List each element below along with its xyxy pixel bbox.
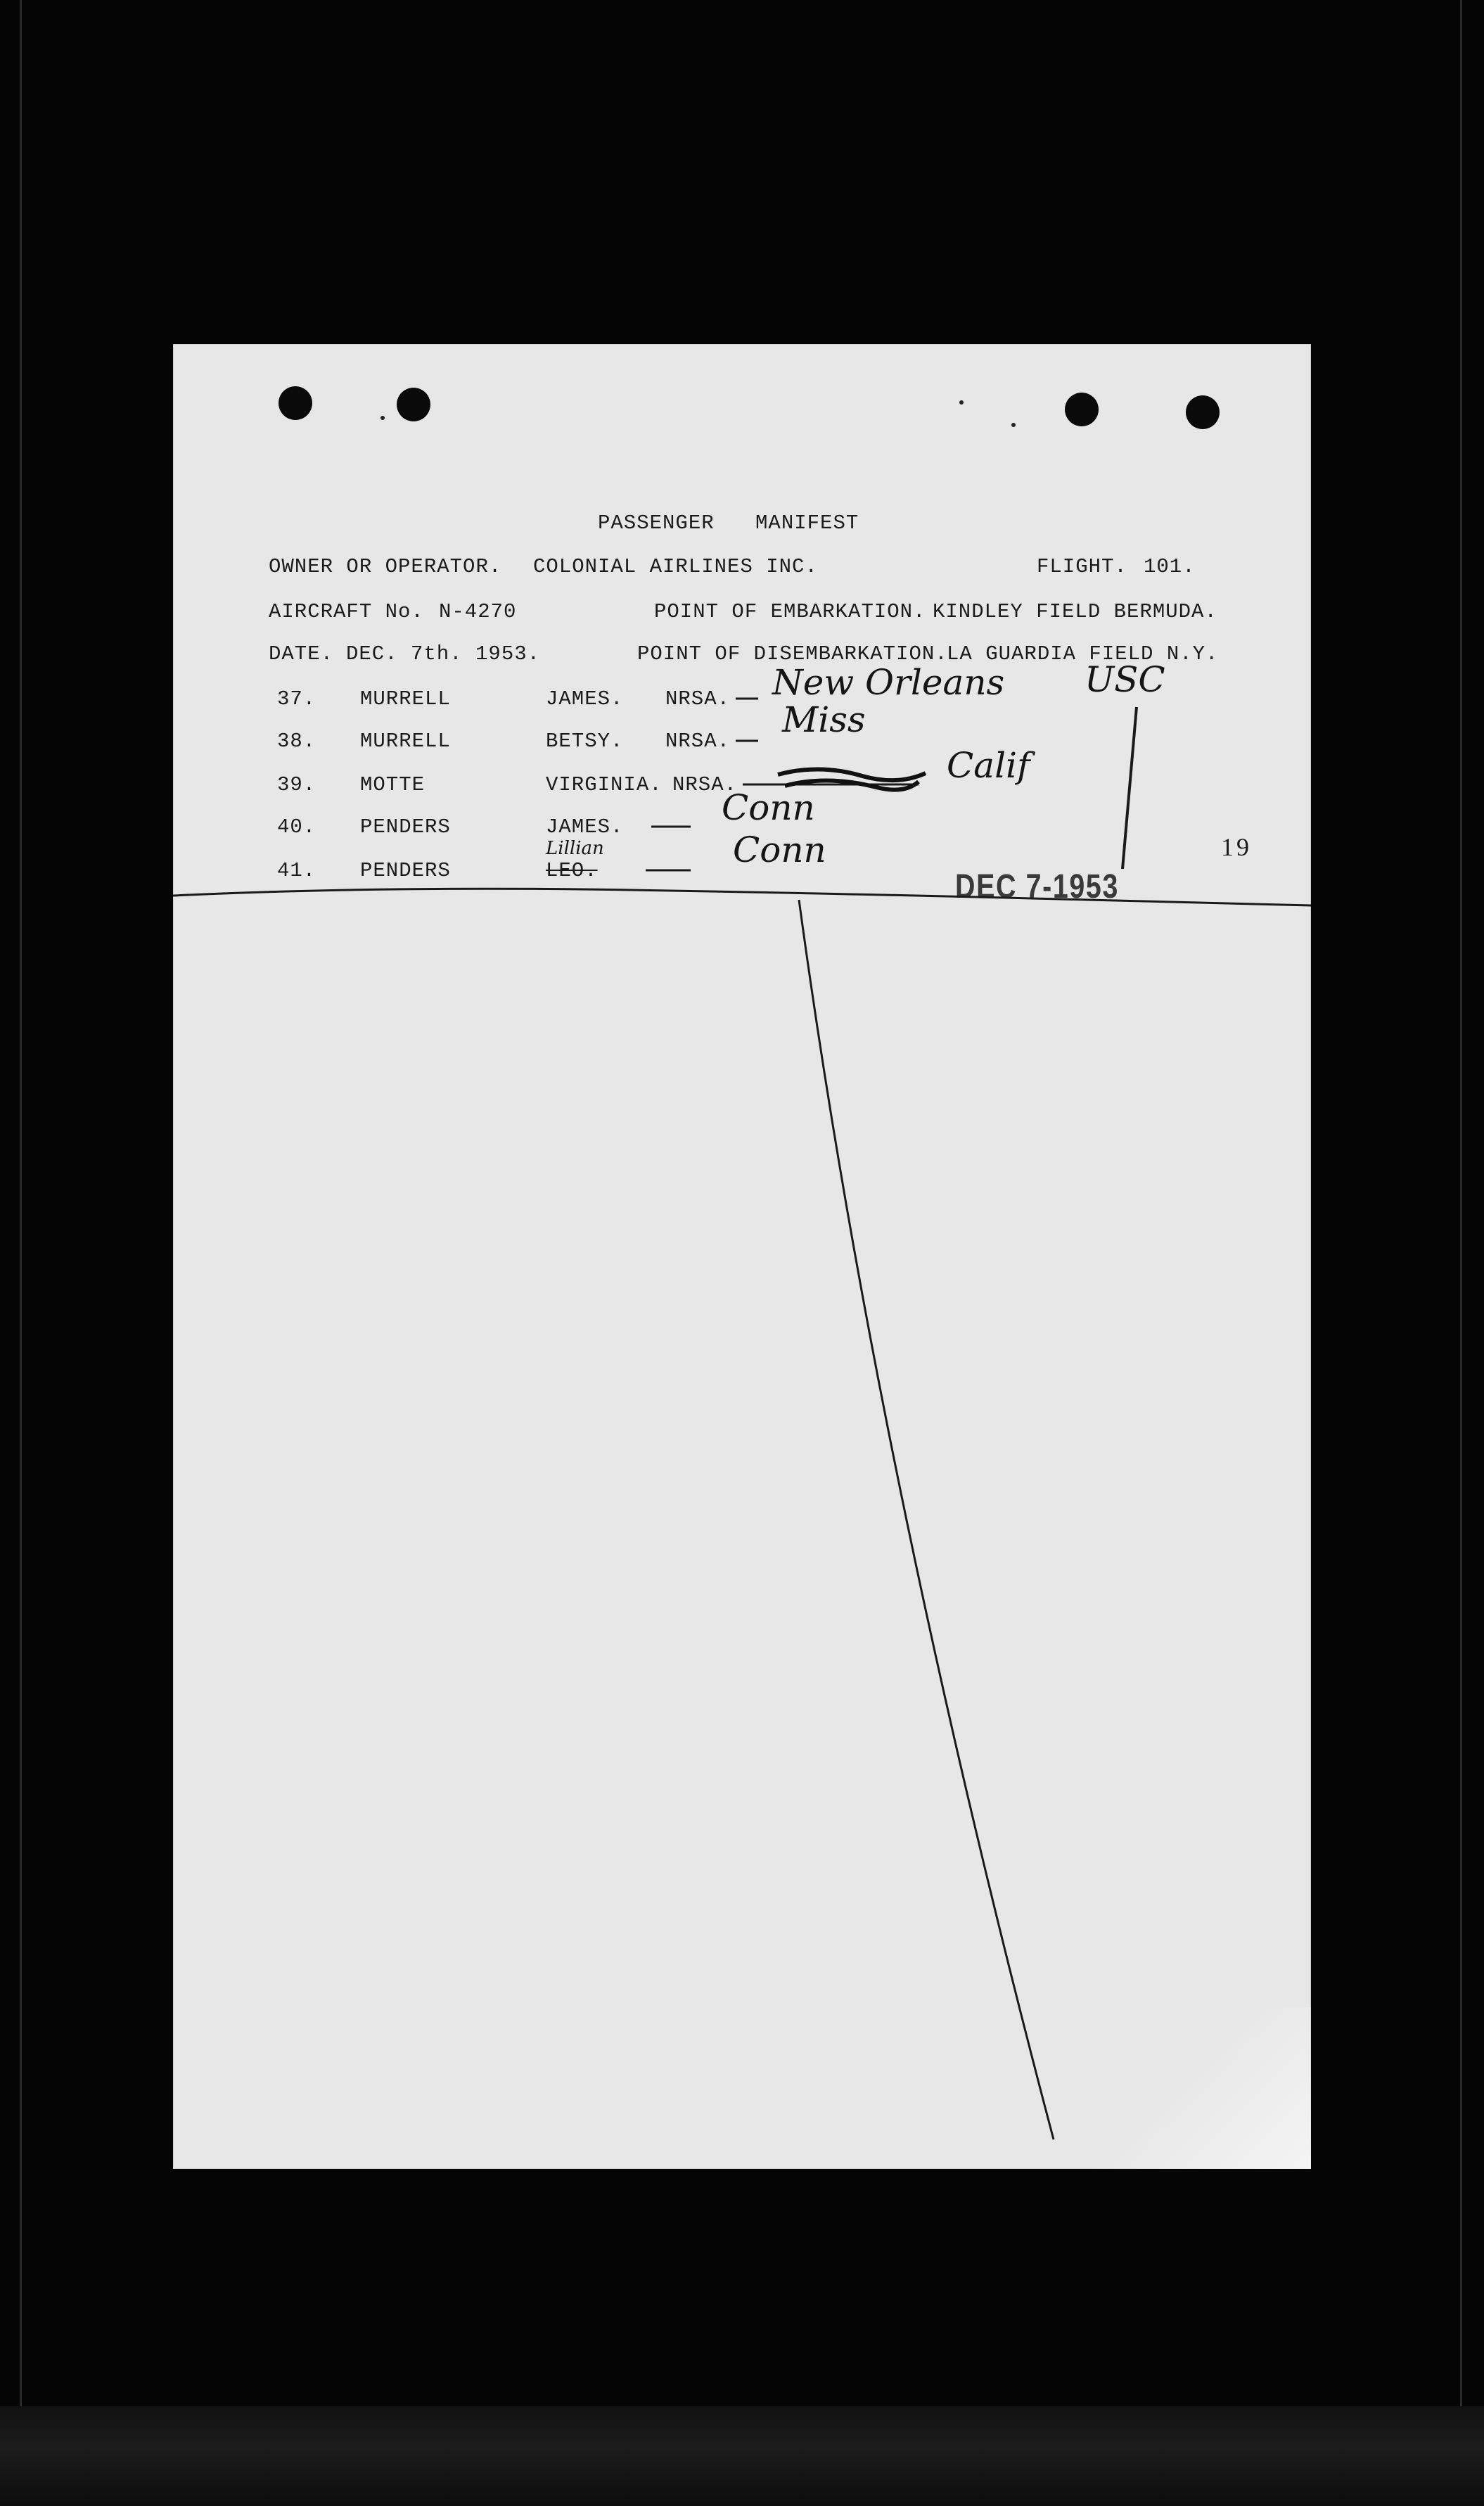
embarkation-value: KINDLEY FIELD BERMUDA. (933, 600, 1217, 623)
passenger-surname: PENDERS (360, 859, 451, 882)
owner-label: OWNER OR OPERATOR. (269, 555, 502, 578)
page-number: 19 (1221, 833, 1252, 861)
passenger-destination-note: Conn (722, 787, 815, 828)
aircraft-label: AIRCRAFT No. (269, 600, 424, 623)
passenger-destination-note: New Orleans (772, 662, 1005, 703)
passenger-status: NRSA. (665, 687, 731, 711)
margin-mark: USC (1085, 659, 1165, 700)
passenger-number: 40. (277, 815, 316, 839)
aircraft-value: N-4270 (439, 600, 517, 623)
manifest-title: PASSENGER MANIFEST (598, 511, 859, 535)
passenger-given-name: VIRGINIA. (546, 773, 663, 796)
passenger-number: 39. (277, 773, 316, 796)
passenger-given-name: JAMES. (546, 815, 624, 839)
passenger-number: 41. (277, 859, 316, 882)
disembarkation-label: POINT OF DISEMBARKATION. (637, 642, 948, 666)
horizontal-rule (173, 889, 1311, 905)
date-label: DATE. (269, 642, 334, 666)
embarkation-label: POINT OF EMBARKATION. (654, 600, 926, 623)
pen-strokes (173, 344, 1311, 2169)
passenger-status: NRSA. (672, 773, 738, 796)
passenger-destination-note: Miss (782, 699, 866, 740)
passenger-destination-note: Calif (947, 745, 1030, 786)
diagonal-line (799, 900, 1054, 2139)
passenger-number: 37. (277, 687, 316, 711)
scribble-cross-out (778, 769, 926, 789)
passenger-status: NRSA. (665, 730, 731, 753)
passenger-given-name-struck: LEO. (546, 859, 598, 882)
date-stamp: DEC 7-1953 (955, 868, 1119, 905)
passenger-surname: PENDERS (360, 815, 451, 839)
passenger-surname: MURRELL (360, 687, 451, 711)
passenger-surname: MOTTE (360, 773, 426, 796)
frame-bottom-strip (0, 2406, 1484, 2506)
disembarkation-value: LA GUARDIA FIELD N.Y. (947, 642, 1219, 666)
vertical-bracket (1122, 707, 1137, 869)
flight-value: 101. (1144, 555, 1196, 578)
passenger-given-name: BETSY. (546, 730, 624, 753)
passenger-given-name-correction: Lillian (546, 838, 604, 859)
flight-label: FLIGHT. (1037, 555, 1127, 578)
manifest-page (173, 344, 1311, 2169)
owner-value: COLONIAL AIRLINES INC. (533, 555, 818, 578)
frame-edge-left (20, 0, 22, 2506)
passenger-number: 38. (277, 730, 316, 753)
passenger-given-name: JAMES. (546, 687, 624, 711)
date-value: DEC. 7th. 1953. (346, 642, 541, 666)
passenger-destination-note: Conn (733, 829, 826, 870)
frame-edge-right (1460, 0, 1462, 2506)
passenger-surname: MURRELL (360, 730, 451, 753)
